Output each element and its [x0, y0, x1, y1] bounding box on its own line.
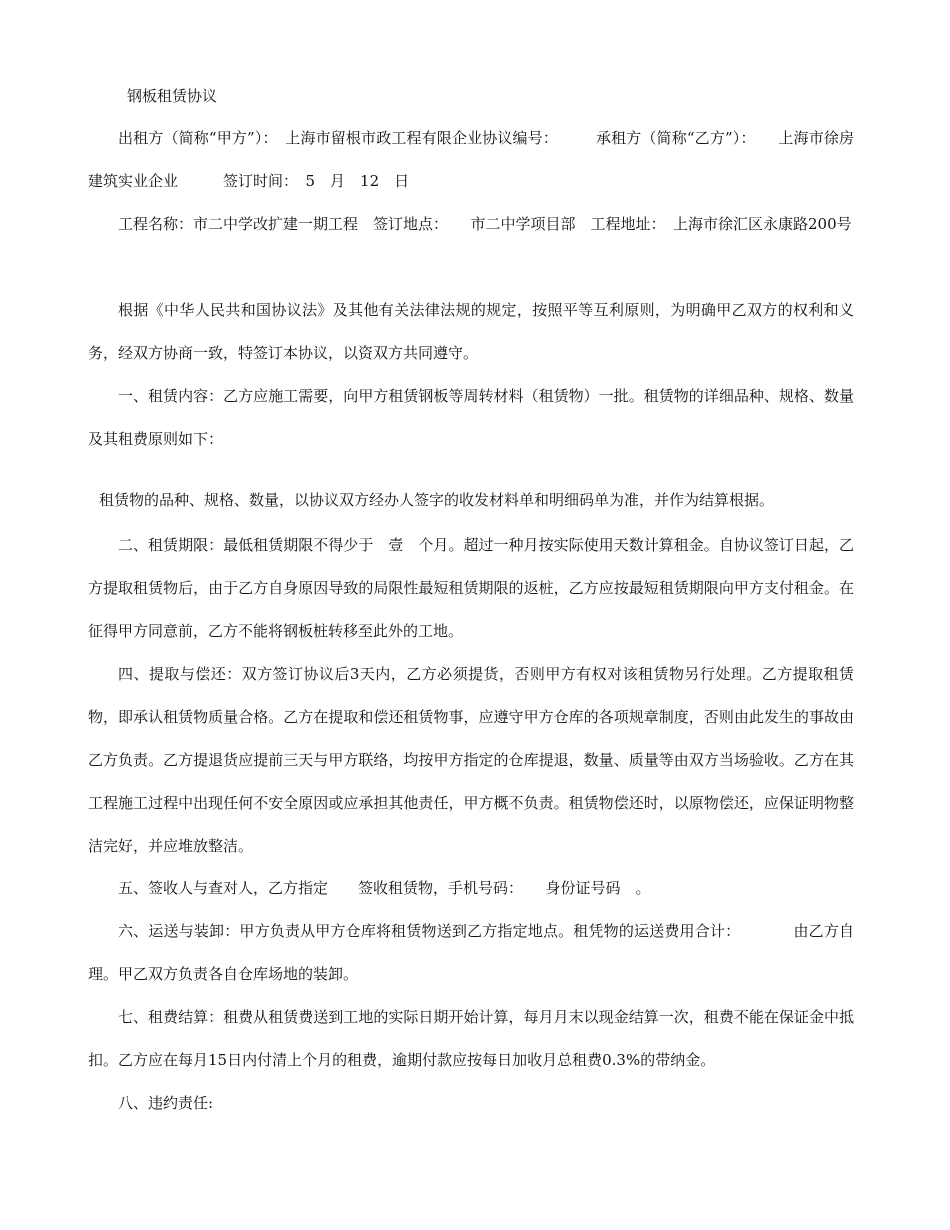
- document-title: 钢板租赁协议: [127, 87, 218, 105]
- lease-items-basis-paragraph: 租赁物的品种、规格、数量，以协议双方经办人签字的收发材料单和明细码单为准，并作为结算根据。: [99, 491, 775, 509]
- preamble-paragraph: 根据《中华人民共和国协议法》及其他有关法律法规的规定，按照平等互利原则，为明确甲乙双方的权利和义务，经双方协商一致，特签订本协议，以资双方共同遵守。: [88, 301, 854, 362]
- clause-1-lease-content: 一、租赁内容：乙方应施工需要，向甲方租赁钢板等周转材料（租赁物）一批。租赁物的详细品种、规格、数量及其租费原则如下：: [88, 387, 854, 448]
- clause-7-settlement: 七、租费结算：租费从租赁费送到工地的实际日期开始计算，每月月末以现金结算一次，租费不能在保证金中抵扣。乙方应在每月15日内付清上个月的租费，逾期付款应按每日加收月总租费0.3%的带纳金。: [88, 1008, 854, 1069]
- parties-paragraph: 出租方（简称“甲方”）： 上海市留根市政工程有限企业协议编号： 承租方（简称“乙方”）： 上海市徐房建筑实业企业 签订时间： 5 月 12 日: [88, 129, 854, 190]
- clause-6-transport: 六、运送与装卸：甲方负责从甲方仓库将租赁物送到乙方指定地点。租凭物的运送费用合计： 由乙方自理。甲乙双方负责各自仓库场地的装卸。: [88, 922, 854, 983]
- clause-2-lease-term: 二、租赁期限：最低租赁期限不得少于 壹 个月。超过一种月按实际使用天数计算租金。自协议签订日起，乙方提取租赁物后，由于乙方自身原因导致的局限性最短租赁期限的返桩，乙方应按最短租赁期限向甲方支付租金。在征得甲方同意前，乙方不能将钢板桩转移至此外的工地。: [88, 536, 854, 640]
- clause-5-signatory: 五、签收人与查对人，乙方指定 签收租赁物，手机号码： 身份证号码 。: [118, 879, 651, 897]
- clause-8-breach-heading: 八、违约责任:: [118, 1094, 214, 1112]
- project-info-paragraph: 工程名称：市二中学改扩建一期工程 签订地点： 市二中学项目部 工程地址： 上海市徐汇区永康路200号: [118, 215, 852, 233]
- clause-4-pickup-return: 四、提取与偿还：双方签订协议后3天内，乙方必须提货，否则甲方有权对该租赁物另行处理。乙方提取租赁物，即承认租赁物质量合格。乙方在提取和偿还租赁物事，应遵守甲方仓库的各项规章制度，否则由此发生的事故由乙方负责。乙方提退货应提前三天与甲方联络，均按甲方指定的仓库提退，数量、质量等由双方当场验收。乙方在其工程施工过程中出现任何不安全原因或应承担其他责任，甲方概不负责。租赁物偿还时，以原物偿还，应保证明物整洁完好，并应堆放整洁。: [88, 665, 854, 855]
